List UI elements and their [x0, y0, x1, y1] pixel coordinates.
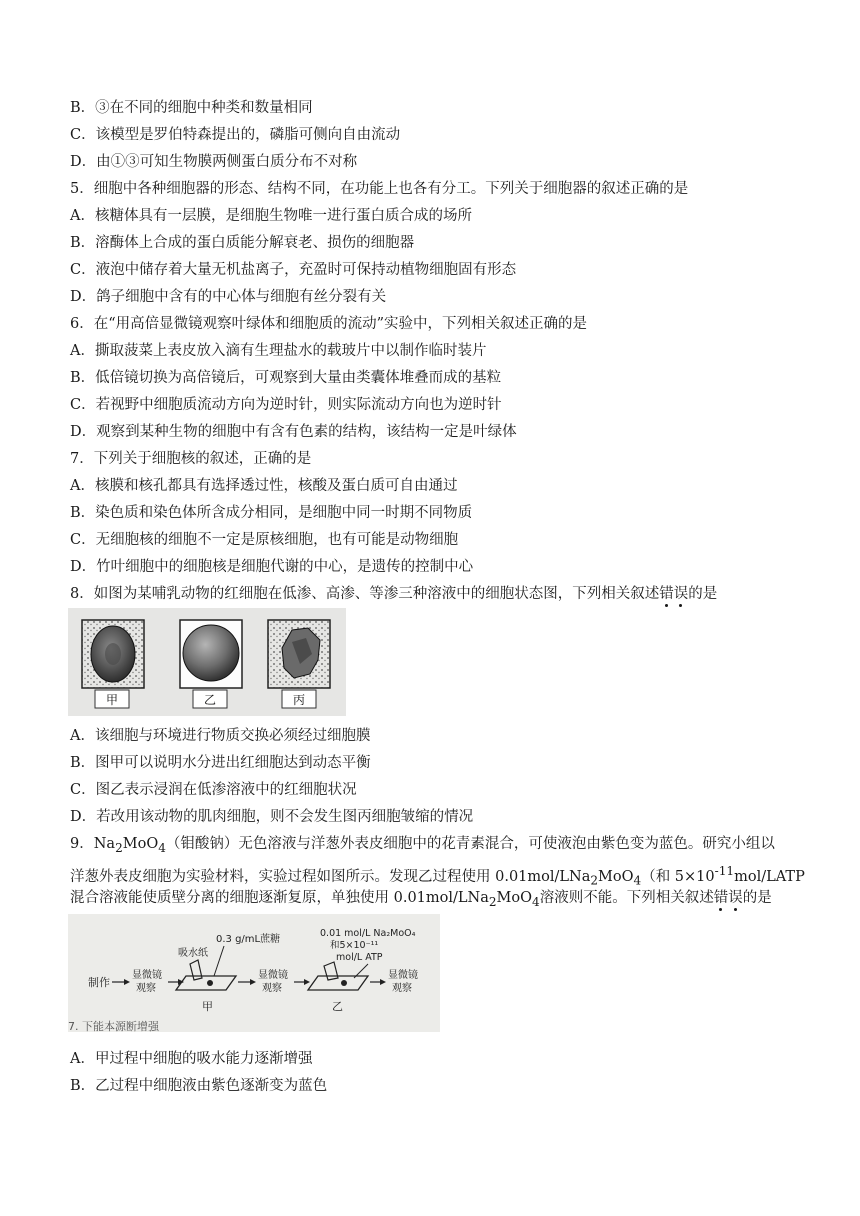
q5-stem: 5．细胞中各种细胞器的形态、结构不同，在功能上也各有分工。下列关于细胞器的叙述正确的是 — [70, 181, 689, 197]
q6-option-d: D．观察到某种生物的细胞中有含有色素的结构，该结构一定是叶绿体 — [70, 424, 517, 440]
q9-l2-sub1: 2 — [590, 873, 599, 888]
q9-l3-sub1: 2 — [488, 894, 497, 909]
q9-option-b: B．乙过程中细胞液由紫色逐渐变为蓝色 — [70, 1078, 328, 1094]
q8-stem — [70, 585, 717, 603]
flow-label-yi: 乙 — [332, 1000, 343, 1013]
q9-l3-sub2: 4 — [532, 894, 540, 909]
q9-l2-b: MoO — [598, 868, 634, 885]
q8-emphasis-char-2: 误 — [673, 586, 689, 602]
q9-l2-d: mol/LATP — [734, 868, 805, 885]
q6-option-a: A．撕取菠菜上表皮放入滴有生理盐水的载玻片中以制作临时装片 — [70, 343, 487, 359]
q4-option-b: B．③在不同的细胞中种类和数量相同 — [70, 100, 313, 116]
q4-option-d: D．由①③可知生物膜两侧蛋白质分布不对称 — [70, 154, 358, 170]
q9-stem-line-1 — [70, 835, 775, 857]
flow-label-blotting-paper: 吸水纸 — [178, 948, 208, 959]
flow-observe-2-bottom: 观察 — [262, 983, 282, 994]
q9-l2-sub2: 4 — [633, 873, 642, 888]
q5-option-a: A．核糖体具有一层膜，是细胞生物唯一进行蛋白质合成的场所 — [70, 208, 472, 224]
flow-solution-line-3: mol/L ATP — [336, 952, 383, 963]
q8-option-d: D．若改用该动物的肌肉细胞，则不会发生图丙细胞皱缩的情况 — [70, 809, 474, 825]
flow-solution-line-1: 0.01 mol/L Na₂MoO₄ — [320, 928, 416, 939]
q7-option-c: C．无细胞核的细胞不一定是原核细胞，也有可能是动物细胞 — [70, 532, 459, 548]
experiment-flow-figure — [68, 914, 440, 1032]
q7-option-b: B．染色质和染色体所含成分相同，是细胞中同一时期不同物质 — [70, 505, 473, 521]
figure-label-yi: 乙 — [203, 693, 217, 707]
q9-l2-c: （和 5×10 — [641, 868, 715, 885]
flow-label-sucrose: 0.3 g/mL蔗糖 — [216, 934, 281, 945]
q9-emphasis-char-2: 误 — [728, 890, 743, 906]
flow-cutoff-text: 7. 下能本源断增强 — [68, 1020, 159, 1032]
q9-l2-sup: -11 — [714, 864, 735, 878]
q9-l2-a: 洋葱外表皮细胞为实验材料，实验过程如图所示。发现乙过程使用 0.01mol/LNa — [70, 868, 591, 885]
q9-option-a: A．甲过程中细胞的吸水能力逐渐增强 — [70, 1051, 313, 1067]
q8-option-c: C．图乙表示浸润在低渗溶液中的红细胞状况 — [70, 782, 357, 798]
flow-label-jia: 甲 — [202, 1000, 213, 1013]
q8-stem-end: 的是 — [688, 586, 718, 602]
q5-option-c: C．液泡中储存着大量无机盐离子，充盈时可保持动植物细胞固有形态 — [70, 262, 517, 278]
q8-option-a: A．该细胞与环境进行物质交换必须经过细胞膜 — [70, 728, 371, 744]
flow-label-make: 制作 — [88, 976, 110, 989]
q9-stem-end: 的是 — [742, 890, 772, 906]
q9-stem-line-2 — [70, 862, 805, 890]
flow-solution-line-2: 和5×10⁻¹¹ — [330, 940, 379, 951]
q9-l3-a: 混合溶液能使质壁分离的细胞逐渐复原，单独使用 0.01mol/LNa — [70, 890, 489, 906]
flow-observe-1-top: 显微镜 — [132, 970, 162, 981]
red-blood-cell-figure — [68, 608, 346, 716]
flow-observe-1-bottom: 观察 — [136, 983, 156, 994]
q9-l3-b: MoO — [496, 890, 533, 906]
figure-label-jia: 甲 — [105, 693, 119, 707]
q4-option-c: C．该模型是罗伯特森提出的，磷脂可侧向自由流动 — [70, 127, 401, 143]
q9-stem-line-3 — [70, 889, 772, 911]
q8-emphasis-char-1: 错 — [659, 586, 674, 602]
flow-observe-2-top: 显微镜 — [258, 970, 288, 981]
q7-option-d: D．竹叶细胞中的细胞核是细胞代谢的中心，是遗传的控制中心 — [70, 559, 474, 575]
flow-observe-3-top: 显微镜 — [388, 970, 418, 981]
q5-option-b: B．溶酶体上合成的蛋白质能分解衰老、损伤的细胞器 — [70, 235, 415, 251]
q9-emphasis-char-1: 错 — [713, 890, 729, 906]
q9-l1-a: 9．Na — [70, 836, 116, 852]
q6-stem: 6．在“用高倍显微镜观察叶绿体和细胞质的流动”实验中，下列相关叙述正确的是 — [70, 316, 588, 332]
q7-stem: 7．下列关于细胞核的叙述，正确的是 — [70, 451, 312, 467]
q5-option-d: D．鸽子细胞中含有的中心体与细胞有丝分裂有关 — [70, 289, 387, 305]
flow-observe-3-bottom: 观察 — [392, 983, 412, 994]
q9-l1-sub1: 2 — [115, 840, 123, 855]
q9-l3-c: 溶液则不能。下列相关叙述 — [539, 890, 714, 906]
q9-l1-c: （钼酸钠）无色溶液与洋葱外表皮细胞中的花青素混合，可使液泡由紫色变为蓝色。研究小组以 — [165, 836, 775, 852]
q9-l1-sub2: 4 — [158, 840, 166, 855]
q6-option-b: B．低倍镜切换为高倍镜后，可观察到大量由类囊体堆叠而成的基粒 — [70, 370, 502, 386]
figure-label-bing: 丙 — [292, 693, 306, 707]
q6-option-c: C．若视野中细胞质流动方向为逆时针，则实际流动方向也为逆时针 — [70, 397, 502, 413]
q8-stem-main: 8．如图为某哺乳动物的红细胞在低渗、高渗、等渗三种溶液中的细胞状态图，下列相关叙述 — [70, 586, 660, 602]
q9-l1-b: MoO — [122, 836, 159, 852]
q8-option-b: B．图甲可以说明水分进出红细胞达到动态平衡 — [70, 755, 371, 771]
q7-option-a: A．核膜和核孔都具有选择透过性，核酸及蛋白质可自由通过 — [70, 478, 458, 494]
